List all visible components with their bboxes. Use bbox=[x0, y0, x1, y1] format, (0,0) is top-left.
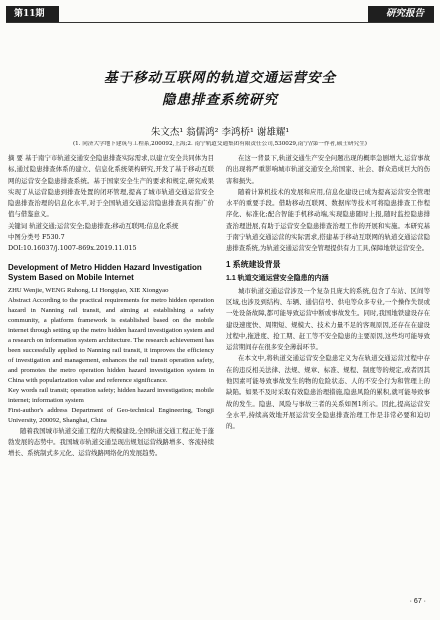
english-authors: ZHU Wenjie, WENG Ruhong, LI Hongqiao, XIE Xiongyao bbox=[8, 286, 169, 294]
english-abstract: Abstract According to the practical requirements for metro hidden operation hazard in Nanning rail transit, and aiming at establishing a safety community, a platform framework is established based on the mobile internet through setting up the metro hidden hazard investigation system and a research on information system architecture. The research achievement has been successfully applied to Nanning rail transit, it improves the efficiency of investigation and management, enhances the rail transit operation safety, and promotes the metro operation hidden hazard investigation system in China with popularization value and reference significance. bbox=[8, 296, 214, 384]
left-column bbox=[8, 153, 214, 615]
paper-title-line-2: 隐患排查系统研究 bbox=[162, 92, 278, 108]
author-list: 朱文杰¹ 翁儒鸿² 李鸿桥¹ 谢雄耀¹ bbox=[150, 127, 290, 138]
issue-label: 第11期 bbox=[6, 6, 59, 22]
paper-title-line-1: 基于移动互联网的轨道交通运营安全 bbox=[104, 70, 336, 86]
intro-paragraph: 随着我国城市轨道交通工程的大规模建设,全国轨道交通工程正处于蓬勃发展的态势中。我国城市轨道交通呈现出规划运营线路增多、客流持续增长、系统制式多元化、运营线路网络化的发展趋势。 bbox=[8, 426, 214, 458]
body-paragraph: 随着计算机技术的发展和应用,信息化建设已成为提高运营安全管理水平的重要手段。借助移动互联网、数据库等技术可将隐患排查工作程序化、标准化;配合智能手机移动端,实现隐患随时上报,随时监控隐患排查治理进展,有助于运营安全隐患排查治理工作的开展和实施。本研究基于南宁轨道交通运营的实际需求,搭建基于移动互联网的轨道交通运营隐患排查系统,为轨道交通运营安全管理提供有力工具,保障地铁运营安全。 bbox=[226, 187, 430, 253]
chinese-abstract: 摘 要 基于南宁市轨道交通安全隐患排查实际需求,以建立安全共同体为目标,通过隐患排查体系的建立、信息化系统架构研究,开发了基于移动互联网的运营安全隐患排查系统。基于国家安全生产的要求和规定,研究成果实现了从运营隐患到排查处置的闭环管理,提高了城市轨道交通运营安全隐患排查治理的信息化水平,对于全国轨道交通运营隐患排查具有推广价值与借鉴意义。 bbox=[8, 154, 214, 219]
running-header bbox=[6, 6, 434, 22]
english-first-author-address: First-author's address Department of Geo-technical Engineering, Tongji University, 200092, Shanghai, China bbox=[8, 406, 214, 424]
body-paragraph: 在本文中,将轨道交通运营安全隐患定义为在轨道交通运营过程中存在的违反相关法律、法规、规章、标准、规程、制度等的规定,或者因其他因素可能导致事故发生的物的危险状态、人的不安全行为和管理上的缺陷。如果不及时采取有效隐患治理措施,隐患风险的累积,就可能导致事故的发生。隐患、风险与事故三者的关系如图1所示。因此,提高运营安全水平,持续高效地开展运营安全隐患排查治理工作是非常必要和迫切的。 bbox=[226, 354, 430, 431]
clc-number: 中图分类号 F530.7 bbox=[8, 233, 65, 242]
section-heading: 1 系统建设背景 bbox=[226, 259, 281, 269]
body-paragraph: 城市轨道交通运营涉及一个复杂且庞大的系统,包含了车站、区间等区域,也涉及到结构、车辆、通信信号、供电等众多专业,一个操作失误或一处设备故障,都可能导致运营中断或事故发生。同时,我国地铁建设存在建设速度快、周期短、规模大、技术力量不足的客观原因,还存在在建设过程中,拖进度、抢工期、赶工等不安全隐患的主要原因,这些均可能导致运营期间存在很多安全薄弱环节。 bbox=[226, 286, 430, 352]
doi: DOI:10.16037/j.1007-869x.2019.11.015 bbox=[8, 244, 137, 253]
subsection-heading: 1.1 轨道交通运营安全隐患的内涵 bbox=[226, 274, 329, 282]
english-keywords: Key words rail transit; operation safety; hidden hazard investigation; mobile internet; information system bbox=[8, 386, 214, 404]
english-title: Development of Metro Hidden Hazard Investigation System Based on Mobile Internet bbox=[8, 262, 202, 283]
page-number: · 67 · bbox=[409, 598, 426, 605]
affiliation: (1. 同济大学地下建筑与工程系,200092,上海;2. 南宁轨道交通集团有限责任公司,530029,南宁//第一作者,硕士研究生) bbox=[72, 141, 367, 147]
chinese-keywords: 关键词 轨道交通;运营安全;隐患排查;移动互联网;信息化系统 bbox=[8, 221, 179, 230]
journal-section-label: 研究报告 bbox=[368, 6, 434, 22]
body-paragraph: 在这一背景下,轨道交通生产安全问题出现的概率急剧增大,运营事故的出现将严重影响城市轨道交通安全,给国家、社会、群众造成巨大的伤害和损失。 bbox=[226, 154, 430, 185]
right-column bbox=[226, 153, 430, 591]
header-rule bbox=[6, 22, 434, 23]
